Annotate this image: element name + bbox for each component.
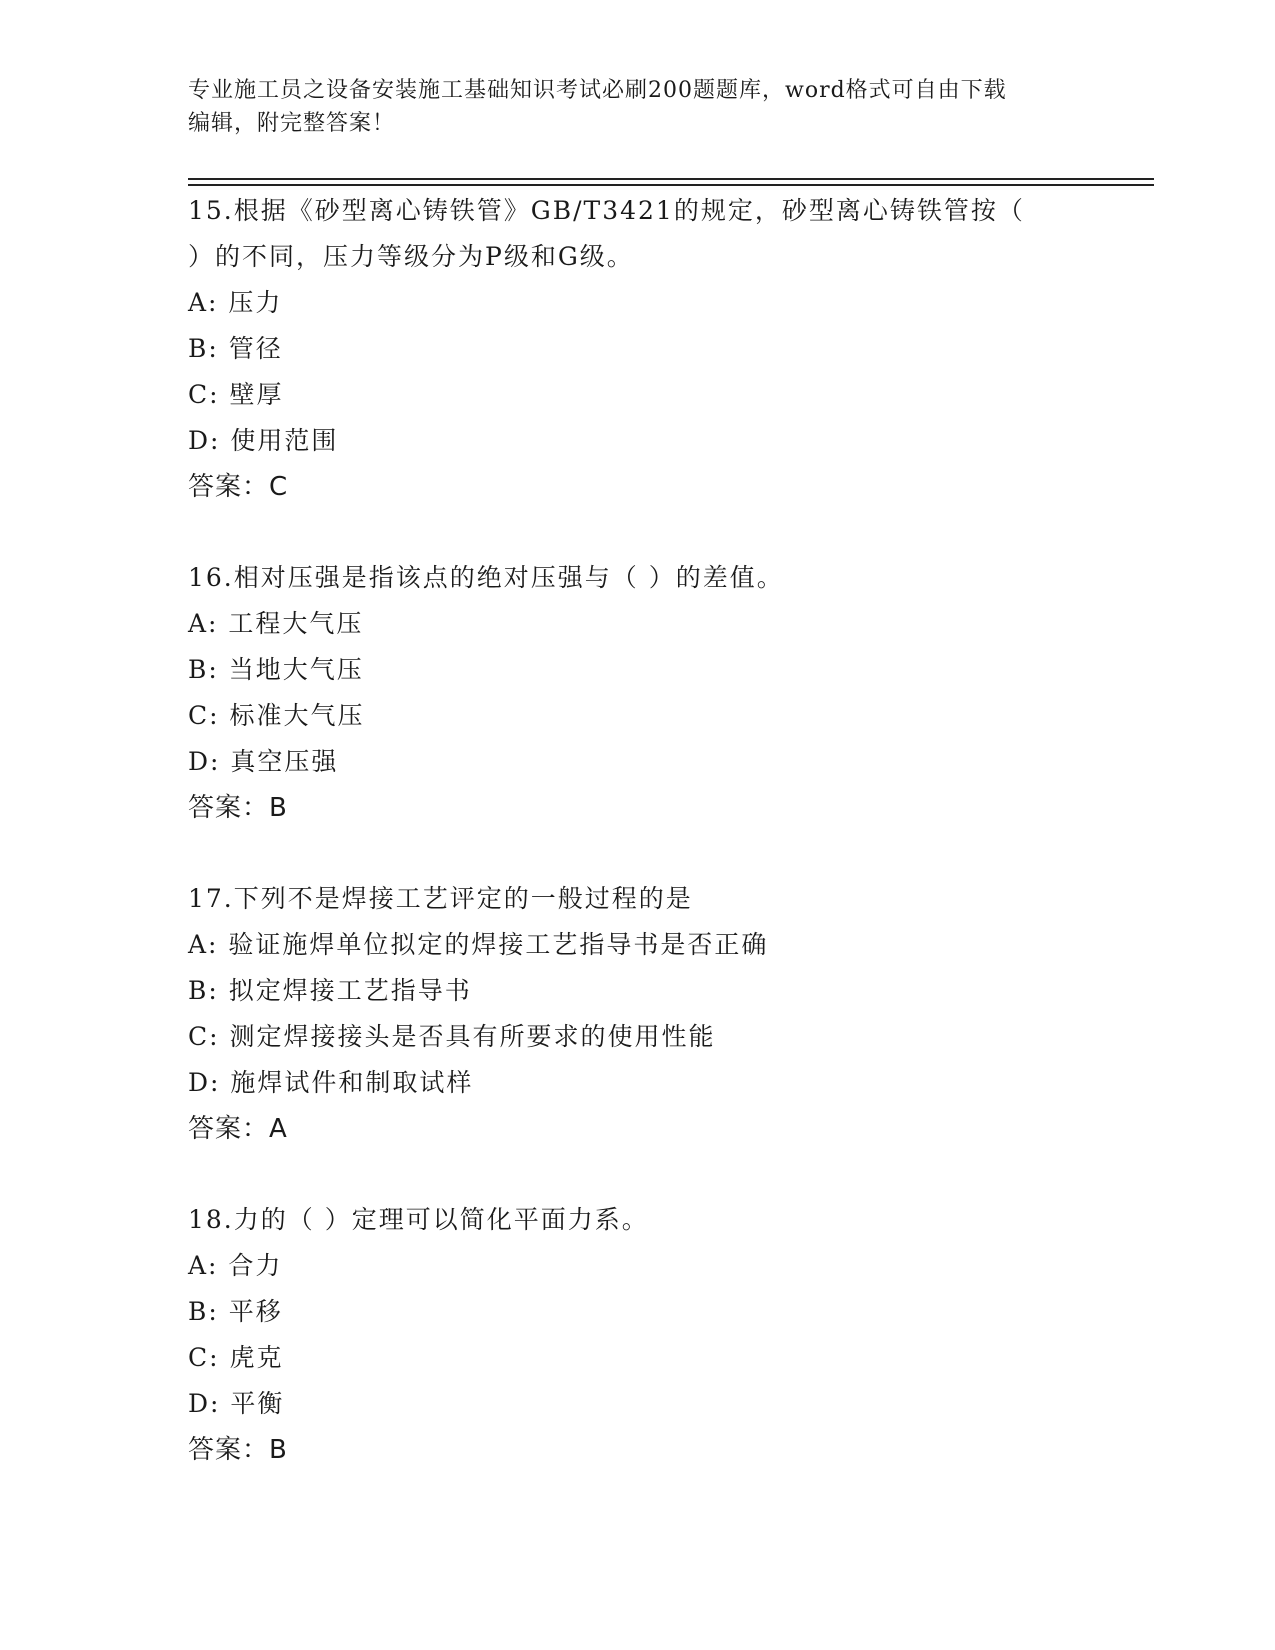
question-15 xyxy=(188,188,1088,510)
question-18 xyxy=(188,1197,1088,1473)
answer-label: 答案：C xyxy=(188,472,289,502)
header-line-1: 专业施工员之设备安装施工基础知识考试必刷200题题库，word格式可自由下载 xyxy=(188,78,1007,103)
question-list xyxy=(188,188,1088,1518)
option-a: A: 压力 xyxy=(188,288,283,317)
header-line-2: 编辑，附完整答案！ xyxy=(188,111,396,136)
option-d: D: 真空压强 xyxy=(188,747,339,776)
option-c: C: 壁厚 xyxy=(188,380,284,409)
option-c: C: 虎克 xyxy=(188,1343,284,1372)
option-b: B: 当地大气压 xyxy=(188,655,364,684)
option-b: B: 平移 xyxy=(188,1297,283,1326)
option-d: D: 使用范围 xyxy=(188,426,339,455)
question-16 xyxy=(188,555,1088,831)
option-a: A: 验证施焊单位拟定的焊接工艺指导书是否正确 xyxy=(188,930,769,959)
question-stem: 17.下列不是焊接工艺评定的一般过程的是 xyxy=(188,884,693,913)
document-header xyxy=(188,74,1088,140)
option-b: B: 管径 xyxy=(188,334,283,363)
question-stem-continued: ）的不同，压力等级分为P级和G级。 xyxy=(188,242,634,271)
option-a: A: 工程大气压 xyxy=(188,609,364,638)
option-c: C: 标准大气压 xyxy=(188,701,365,730)
option-d: D: 施焊试件和制取试样 xyxy=(188,1068,474,1097)
question-stem: 18.力的（ ）定理可以简化平面力系。 xyxy=(188,1205,649,1234)
question-stem: 15.根据《砂型离心铸铁管》GB/T3421的规定，砂型离心铸铁管按（ xyxy=(188,196,1025,225)
header-rule-top xyxy=(188,178,1154,180)
option-d: D: 平衡 xyxy=(188,1389,285,1418)
header-rule-bottom xyxy=(188,184,1154,186)
option-b: B: 拟定焊接工艺指导书 xyxy=(188,976,472,1005)
answer-label: 答案：A xyxy=(188,1114,288,1144)
option-a: A: 合力 xyxy=(188,1251,283,1280)
question-17 xyxy=(188,876,1088,1152)
answer-label: 答案：B xyxy=(188,1435,288,1465)
question-stem: 16.相对压强是指该点的绝对压强与（ ）的差值。 xyxy=(188,563,784,592)
option-c: C: 测定焊接接头是否具有所要求的使用性能 xyxy=(188,1022,716,1051)
answer-label: 答案：B xyxy=(188,793,288,823)
